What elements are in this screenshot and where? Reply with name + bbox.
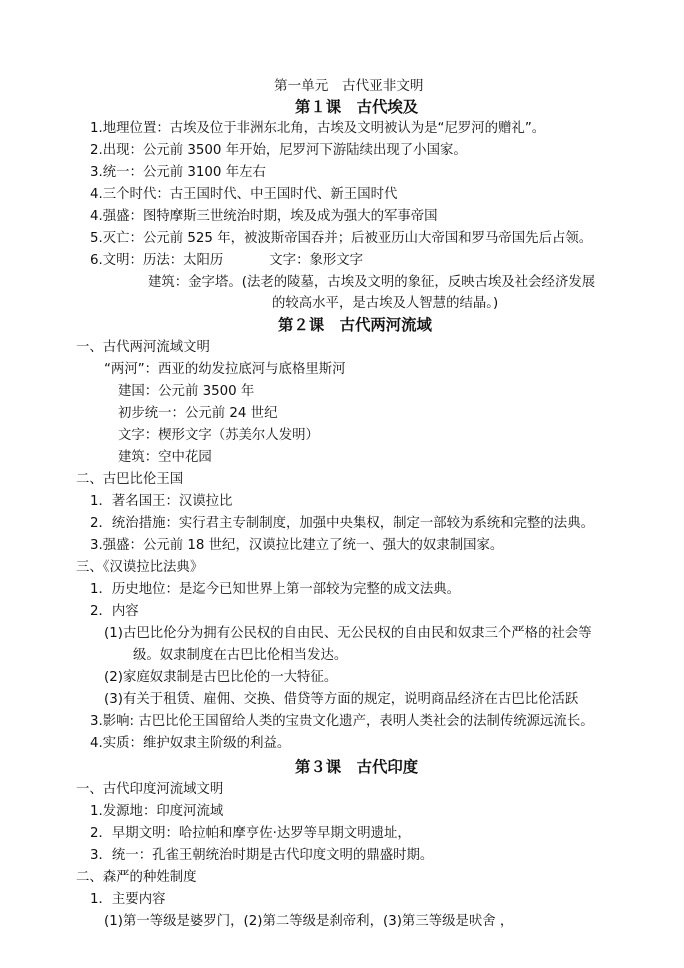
- lesson-2-influence: 3.影响: 古巴比伦王国留给人类的宝贵文化遗产，表明人类社会的法制传统源远流长。: [90, 714, 594, 729]
- unit-title: 第一单元 古代亚非文明: [274, 78, 424, 94]
- lesson-2-architecture: 建筑：空中花园: [118, 450, 212, 465]
- lesson-2-measures: 2．统治措施：实行君主专制制度，加强中央集权，制定一部较为系统和完整的法典。: [90, 516, 594, 531]
- lesson-3-title: 第３课 古代印度: [295, 758, 419, 776]
- lesson-3-section-1: 一、古代印度河流域文明: [76, 782, 224, 797]
- lesson-2-founding: 建国：公元前 3500 年: [118, 384, 255, 399]
- lesson-1-architecture-line-2: 的较高水平，是古埃及人智慧的结晶。): [272, 296, 499, 311]
- lesson-2-content-3: (3)有关于租赁、雇佣、交换、借贷等方面的规定，说明商品经济在古巴比伦活跃: [104, 692, 579, 707]
- lesson-2-title: 第２课 古代两河流域: [278, 316, 432, 334]
- lesson-2-essence: 4.实质：维护奴隶主阶级的利益。: [90, 736, 291, 751]
- lesson-2-content-2: (2)家庭奴隶制是古巴比伦的一大特征。: [104, 670, 338, 685]
- lesson-3-section-2: 二、森严的种姓制度: [76, 870, 197, 885]
- lesson-3-main: 1．主要内容: [90, 892, 166, 907]
- lesson-1-item-emergence: 2.出现：公元前 3500 年开始，尼罗河下游陆续出现了小国家。: [90, 143, 467, 158]
- lesson-3-origin: 1.发源地：印度河流域: [90, 804, 224, 819]
- lesson-1-item-geography: 1.地理位置：古埃及位于非洲东北角，古埃及文明被认为是“尼罗河的赠礼”。: [90, 121, 546, 136]
- lesson-2-king: 1．著名国王：汉谟拉比: [90, 494, 233, 509]
- lesson-1-item-fall: 5.灭亡：公元前 525 年，被波斯帝国吞并；后被亚历山大帝国和罗马帝国先后占领。: [90, 231, 593, 246]
- lesson-2-content-1a: (1)古巴比伦分为拥有公民权的自由民、无公民权的自由民和奴隶三个严格的社会等: [104, 626, 592, 641]
- lesson-2-content-1b: 级。奴隶制度在古巴比伦相当发达。: [133, 648, 348, 663]
- lesson-1-item-eras: 4.三个时代：古王国时代、中王国时代、新王国时代: [90, 187, 398, 202]
- lesson-2-writing: 文字：楔形文字（苏美尔人发明）: [118, 428, 319, 443]
- lesson-2-code-content: 2．内容: [90, 604, 139, 619]
- lesson-3-early: 2．早期文明：哈拉帕和摩亨佐·达罗等早期文明遗址，: [90, 826, 411, 841]
- lesson-1-title: 第１课 古代埃及: [295, 98, 419, 116]
- lesson-1-item-unification: 3.统一：公元前 3100 年左右: [90, 165, 266, 180]
- lesson-1-architecture-line-1: 建筑：金字塔。(法老的陵墓，古埃及文明的象征，反映古埃及社会经济发展: [148, 275, 596, 290]
- lesson-2-section-1: 一、古代两河流域文明: [76, 340, 210, 355]
- lesson-3-unification: 3．统一：孔雀王朝统治时期是古代印度文明的鼎盛时期。: [90, 848, 434, 863]
- culture-writing: 文字：象形文字: [269, 253, 364, 268]
- lesson-2-peak: 3.强盛：公元前 18 世纪，汉谟拉比建立了统一、强大的奴隶制国家。: [90, 538, 504, 553]
- lesson-3-castes: (1)第一等级是婆罗门，(2)第二等级是刹帝利，(3)第三等级是吠舍 ，: [104, 914, 514, 929]
- culture-calendar: 6.文明：历法：太阳历: [90, 253, 224, 268]
- lesson-2-unification: 初步统一：公元前 24 世纪: [118, 406, 278, 421]
- lesson-2-section-3: 三、《汉谟拉比法典》: [76, 560, 204, 575]
- lesson-2-two-rivers: “两河”：西亚的幼发拉底河与底格里斯河: [104, 362, 346, 377]
- lesson-1-item-peak: 4.强盛：图特摩斯三世统治时期，埃及成为强大的军事帝国: [90, 209, 438, 224]
- lesson-1-item-culture: [90, 251, 363, 271]
- lesson-2-code-status: 1．历史地位：是迄今已知世界上第一部较为完整的成文法典。: [90, 582, 461, 597]
- lesson-2-section-2: 二、古巴比伦王国: [76, 472, 184, 487]
